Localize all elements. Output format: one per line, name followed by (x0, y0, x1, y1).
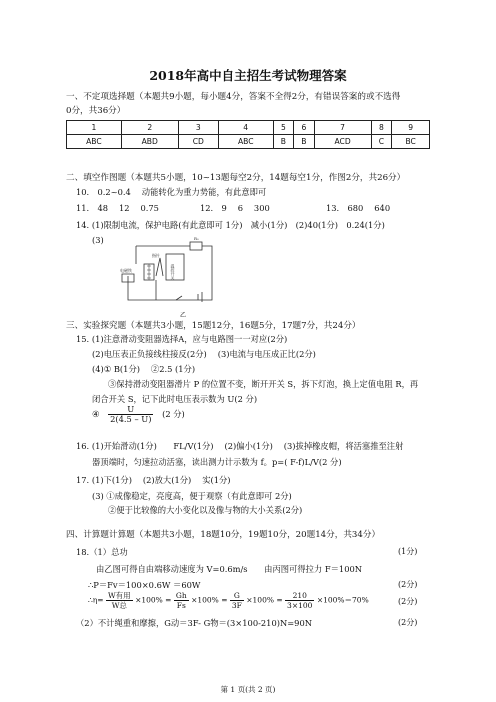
section-3-header: 三、实验探究题（本题共3小题，15题12分，16题5分，17题7分，共24分） (66, 321, 361, 331)
table-cell: BC (392, 135, 430, 149)
page-footer: 第 1 页(共 2 页) (220, 685, 276, 694)
section-1-header: 一、不定项选择题（本题共9小题，每小题4分，答案不全得2分，有错误答案的或不选得 (66, 92, 401, 102)
label-pointer: 指针 (152, 253, 160, 258)
answer-q15-4: ③保持滑动变阻器滑片 P 的位置不变，断开开关 S，拆下灯泡，换上定值电阻 R，再 (108, 379, 419, 389)
pointer-arm (156, 258, 163, 276)
fraction-denominator: 3F (231, 601, 242, 610)
answer-q14-3: (3) (92, 235, 104, 245)
battery-symbol (198, 292, 202, 302)
answer-q15-5: 闭合开关 S，记下此时电压表示数为 U(2 分) (92, 394, 258, 404)
calc-line-velocity: 由乙图可得自由端移动速度为 V=0.6m/s 由丙图可得拉力 F＝100N (96, 564, 363, 574)
table-cell: 4 (218, 121, 273, 135)
page-title: 2018年高中自主招生考试物理答案 (149, 68, 347, 83)
score: (2分) (398, 580, 418, 589)
fraction-denominator: Fs (176, 601, 186, 610)
eta-prefix: ∴η= (88, 595, 104, 605)
answer-table-row-numbers (67, 121, 430, 135)
answer-q14: 14. (1)限制电流，保护电路(有此意即可 1分) 减小(1分) (2)40(1分) 0.24(1分) (76, 220, 385, 230)
table-cell: ABC (67, 135, 122, 149)
answer-q12: 12. 9 6 300 (200, 203, 270, 213)
table-cell: ABC (218, 135, 273, 149)
label-thermo: 温控开关 (170, 264, 176, 280)
fraction-numerator: W有用 (107, 591, 131, 600)
table-cell: C (371, 135, 392, 149)
table-cell: 6 (294, 121, 315, 135)
table-cell: 5 (273, 121, 294, 135)
label-r0: R₀ (194, 236, 199, 241)
fraction-numerator: U (108, 405, 153, 415)
answer-q17-2: (3) ①成像稳定，亮度高，便于观察（有此意即可 2分) (92, 491, 292, 501)
score: (2分) (398, 597, 418, 606)
table-cell: ACD (314, 135, 371, 149)
answer-q13: 13. 680 640 (326, 203, 391, 213)
section-2-header: 二、填空作图题（本题共5小题，10~13题每空2分，14题每空1分，作图2分，共26分） (66, 173, 406, 183)
answer-q18: 18.（1）总功 (76, 547, 128, 557)
fraction-numerator: Gh (175, 591, 187, 600)
answer-q15-1: 15. (1)注意滑动变阻器选择A，应与电路图一一对应(2分) (76, 334, 288, 344)
fraction-denominator: W总 (111, 601, 127, 610)
table-cell: 2 (121, 121, 178, 135)
table-cell: B (294, 135, 315, 149)
score: (2 分) (162, 409, 185, 419)
switch-symbol (176, 296, 182, 300)
answer-q11: 11. 48 12 0.75 (76, 203, 159, 213)
fraction-denominator: 2(4.5 – U) (110, 414, 152, 424)
operator: ×100% = (135, 595, 172, 605)
fraction (230, 591, 244, 610)
fraction (108, 405, 153, 424)
operator: ×100% = (246, 595, 283, 605)
table-cell: 7 (314, 121, 371, 135)
answer-q17-3: ②便于比较像的大小变化以及像与物的大小关系(2分) (108, 505, 303, 515)
answer-q16-2: 器顶端时，匀速拉动活塞，读出测力计示数为 f。p=( F-f)L/V(2 分) (92, 457, 342, 467)
answer-table (66, 120, 430, 149)
score: (2分) (398, 618, 418, 627)
table-cell: 8 (371, 121, 392, 135)
fraction-numerator: G (230, 591, 244, 601)
fraction-denominator: 3×100 (287, 601, 313, 610)
calc-line-power: ∴P＝Fv＝100×0.6W ＝60W (88, 580, 201, 590)
answer-q10: 10. 0.2~0.4 动能转化为重力势能，有此意即可 (76, 187, 267, 197)
answer-q17-1: 17. (1)下(1分) (2)放大(1分) 实(1分) (76, 475, 231, 485)
score: (1分) (398, 547, 418, 556)
table-cell: ABD (121, 135, 178, 149)
fraction-numerator: 210 (285, 591, 314, 601)
circuit-diagram (116, 236, 220, 308)
calc-line-dynamic-weight: （2）不计绳重和摩擦，G动＝3F- G物＝(3×100-210)N=90N (76, 618, 313, 628)
section-1-header-cont: 0分，共36分） (66, 106, 126, 116)
result: ×100%＝70% (316, 595, 369, 605)
answer-q16-1: 16. (1)开始滑动(1分) FL/V(1分) (2)偏小(1分) (3)拔掉橡皮帽，将活塞推至注射 (76, 441, 404, 451)
table-cell: 9 (392, 121, 430, 135)
operator: ×100% = (191, 595, 228, 605)
answer-q15-6 (92, 405, 185, 424)
circuit-caption: 乙 (180, 312, 187, 319)
answer-table-row-answers (67, 135, 430, 149)
answer-q15-3: (4)① B(1分) ②2.5 (1分) (92, 364, 196, 374)
table-cell: B (273, 135, 294, 149)
label-relay: 电磁铁 (120, 268, 132, 273)
fraction (106, 591, 133, 610)
fraction (174, 591, 189, 610)
table-cell: 3 (178, 121, 218, 135)
table-cell: 1 (67, 121, 122, 135)
calc-line-efficiency (88, 591, 369, 610)
fraction (285, 591, 314, 610)
circled-number: ④ (92, 409, 100, 419)
section-4-header: 四、计算题计算题（本题共3小题，18题10分，19题10分，20题14分，共34分） (66, 530, 381, 540)
answer-q15-2: (2)电压表正负接线柱接反(2分) (3)电流与电压成正比(2分) (92, 349, 316, 359)
table-cell: CD (178, 135, 218, 149)
resistor-r0 (190, 242, 202, 250)
